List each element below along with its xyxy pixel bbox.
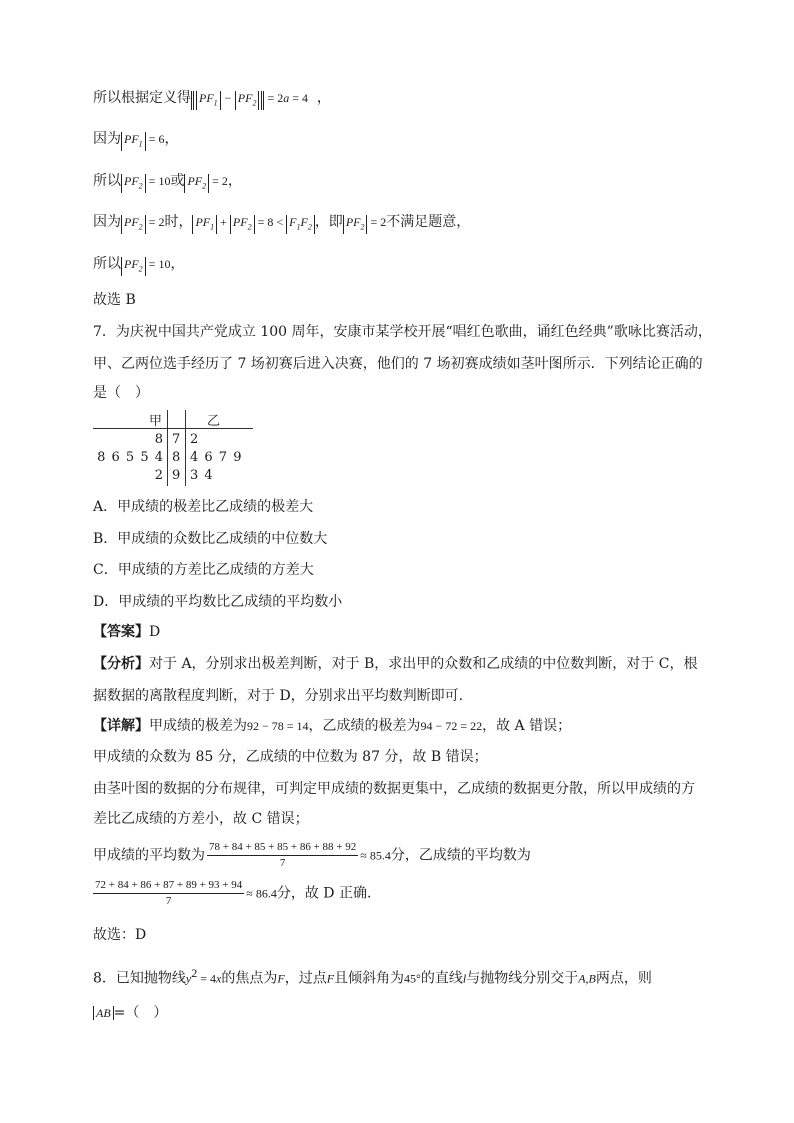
- q8-stem-1: 8．已知抛物线$y^2 = 4x$的焦点为F，过点F且倾斜角为45°的直线l与抛物线分别交于A,B两点，则: [93, 966, 652, 987]
- math-abs-pf1: $PF_1$: [121, 132, 146, 151]
- text-line-3: 所以 $PF_2 = 10$或 $PF_2 = 2$，: [93, 171, 242, 193]
- q7-detail-line-4: 差比乙成绩的方差小，故 C 错误；: [93, 811, 309, 827]
- q7-detail-line-1: 【详解】甲成绩的极差为92 − 78 = 14，乙成绩的极差为94 − 72 = 22，故 A 错误；: [93, 718, 572, 734]
- q7-stem-2: 甲、乙两位选手经历了 7 场初赛后进入决赛，他们的 7 场初赛成绩如茎叶图所示．下列结论正确的: [93, 356, 703, 372]
- q7-option-a: A．甲成绩的极差比乙成绩的极差大: [93, 499, 314, 515]
- math-abs-diff: $PF_1 - PF_2$: [191, 91, 264, 110]
- q7-option-d: D．甲成绩的平均数比乙成绩的平均数小: [93, 594, 343, 610]
- fraction-mean-yi: $\frac{72 + 84 + 86 + 87 + 89 + 93 + 94}{7}$: [95, 879, 243, 907]
- stemleaf-header-right: 乙: [207, 414, 221, 429]
- q7-stem-1: 7．为庆祝中国共产党成立 100 周年，安康市某学校开展“唱红色歌曲，诵红色经典”歌咏比赛活动，: [93, 324, 712, 340]
- stemleaf-left-leaves-row-1: 8: [154, 432, 163, 447]
- q7-analysis-line-1: 【分析】对于 A，分别求出极差判断，对于 B，求出甲的众数和乙成绩的中位数判断，对于 C，根: [93, 656, 698, 672]
- q7-answer-line: [93, 622, 160, 642]
- stemleaf-header-divider-right: [185, 410, 186, 428]
- text-line-2: 因为 $PF_1 = 6$，: [93, 129, 178, 151]
- text-line-1: 所以根据定义得 $PF_1 - PF_2 = 2a = 4$ ，: [93, 88, 331, 110]
- stem-leaf-plot: [93, 408, 253, 488]
- text-line-5: 所以 $PF_2 = 10$，: [93, 254, 184, 276]
- q7-option-b: B．甲成绩的众数比乙成绩的中位数大: [93, 531, 328, 547]
- stemleaf-stem-row-1: 7: [172, 432, 181, 447]
- math-abs-ab: AB: [93, 1006, 114, 1020]
- stemleaf-divider-right: [185, 428, 186, 486]
- q8-stem-2: AB =（ ）: [93, 1003, 167, 1023]
- text-line-6: 故选 B: [93, 292, 136, 308]
- stemleaf-stem-row-2: 8: [172, 450, 181, 465]
- stemleaf-right-leaves-row-2: 4 6 7 9: [190, 450, 242, 465]
- q7-detail-line-2: 甲成绩的众数为 85 分，乙成绩的中位数为 87 分，故 B 错误；: [93, 749, 488, 765]
- stemleaf-divider-left: [167, 428, 168, 486]
- stemleaf-left-leaves-row-2: 8 6 5 5 4: [97, 450, 163, 465]
- stemleaf-header-left: 甲: [149, 414, 163, 429]
- answer-value: D: [149, 624, 161, 640]
- stemleaf-left-leaves-row-3: 2: [154, 468, 163, 483]
- q7-stem-3: 是（ ）: [93, 385, 149, 401]
- q7-choose: 故选：D: [93, 927, 147, 943]
- q7-analysis-line-2: 据数据的离散程度判断，对于 D，分别求出平均数判断即可.: [93, 688, 464, 704]
- q7-detail-line-6: $\frac{72 + 84 + 86 + 87 + 89 + 93 + 94}{7}$ ≈ 86.4分，故 D 正确.: [95, 879, 372, 907]
- stemleaf-header-divider-left: [167, 410, 168, 428]
- answer-tag: 【答案】: [93, 624, 149, 640]
- q7-option-c: C．甲成绩的方差比乙成绩的方差大: [93, 562, 314, 578]
- stemleaf-stem-row-3: 9: [172, 468, 181, 483]
- stemleaf-right-leaves-row-1: 2: [190, 432, 199, 447]
- q7-detail-line-5: 甲成绩的平均数为 $\frac{78 + 84 + 85 + 85 + 86 + 88 + 92}{7}$ ≈ 85.4分，乙成绩的平均数为: [93, 841, 531, 869]
- q7-detail-line-3: 由茎叶图的数据的分布规律，可判定甲成绩的数据更集中，乙成绩的数据更分散，所以甲成绩的方: [93, 781, 695, 797]
- analysis-tag: 【分析】: [93, 656, 149, 672]
- detail-tag: 【详解】: [93, 718, 149, 734]
- fraction-mean-jia: $\frac{78 + 84 + 85 + 85 + 86 + 88 + 92}{7}$: [209, 841, 357, 869]
- stemleaf-header-rule: [93, 428, 253, 429]
- stemleaf-right-leaves-row-3: 3 4: [190, 468, 213, 483]
- text-line-4: 因为 $PF_2 = 2$时， $PF_1 + PF_2 = 8 < F_1F_2$ ，即 $PF_2 = 2$不满足题意，: [93, 212, 470, 234]
